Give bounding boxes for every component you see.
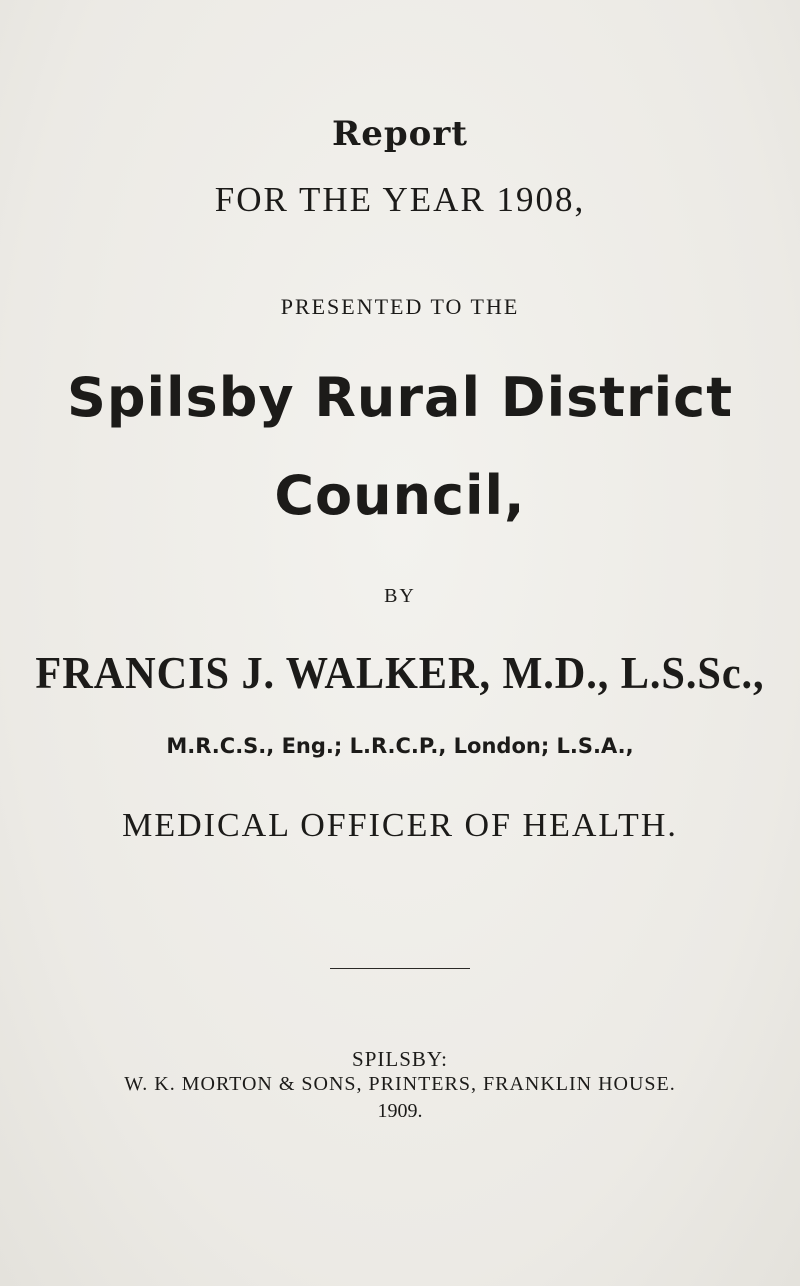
- imprint-printer: W. K. MORTON & SONS, PRINTERS, FRANKLIN HOUSE.: [124, 1073, 676, 1095]
- report-heading: Report: [332, 114, 468, 154]
- by-line: BY: [384, 585, 416, 607]
- divider-rule: [330, 968, 470, 969]
- council-name-line-2: Council,: [274, 464, 526, 527]
- imprint-place: SPILSBY:: [352, 1047, 448, 1071]
- author-name: FRANCIS J. WALKER, M.D., L.S.Sc.,: [35, 647, 765, 698]
- year-line: FOR THE YEAR 1908,: [214, 180, 586, 219]
- author-office: MEDICAL OFFICER OF HEALTH.: [122, 807, 678, 844]
- council-name-line-1: Spilsby Rural District: [66, 366, 734, 429]
- author-qualifications: M.R.C.S., Eng.; L.R.C.P., London; L.S.A.,: [166, 734, 634, 758]
- presented-line: PRESENTED TO THE: [280, 294, 520, 319]
- imprint-year: 1909.: [377, 1100, 423, 1122]
